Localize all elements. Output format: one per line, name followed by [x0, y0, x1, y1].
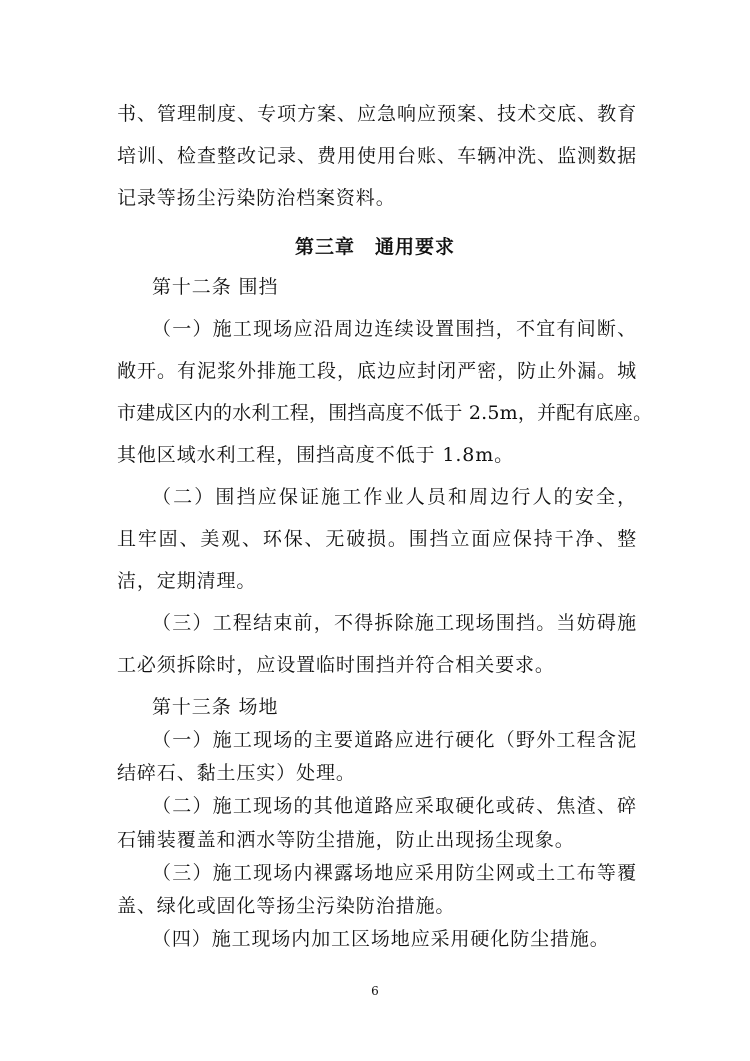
body-line: （一）施工现场应沿周边连续设置围挡，不宜有间断、 [152, 318, 637, 340]
body-line: 培训、检查整改记录、费用使用台账、车辆冲洗、监测数据 [117, 145, 637, 167]
body-line: 记录等扬尘污染防治档案资料。 [117, 187, 396, 209]
body-line: （三）工程结束前，不得拆除施工现场围挡。当妨碍施 [152, 612, 637, 634]
article-title: 第十三条 场地 [152, 696, 279, 718]
body-line: 结碎石、黏土压实）处理。 [117, 762, 356, 784]
body-line: 敞开。有泥浆外排施工段，底边应封闭严密，防止外漏。城 [117, 360, 637, 382]
article-title: 第十二条 围挡 [152, 276, 279, 298]
body-line: 书、管理制度、专项方案、应急响应预案、技术交底、教育 [117, 103, 637, 125]
body-line: （一）施工现场的主要道路应进行硬化（野外工程含泥 [152, 729, 637, 751]
body-line: 盖、绿化或固化等扬尘污染防治措施。 [117, 895, 456, 917]
body-line: （二）围挡应保证施工作业人员和周边行人的安全， [152, 486, 637, 508]
page-number: 6 [371, 984, 379, 998]
chapter-title: 第三章 通用要求 [294, 236, 455, 258]
body-line: 工必须拆除时，应设置临时围挡并符合相关要求。 [117, 654, 555, 676]
body-line: 市建成区内的水利工程，围挡高度不低于 2.5m，并配有底座。 [117, 402, 653, 424]
body-line: 且牢固、美观、环保、无破损。围挡立面应保持干净、整 [117, 528, 637, 550]
body-line: （三）施工现场内裸露场地应采用防尘网或土工布等覆 [152, 862, 637, 884]
body-line: 石铺装覆盖和洒水等防尘措施，防止出现扬尘现象。 [117, 829, 575, 851]
body-line: （四）施工现场内加工区场地应采用硬化防尘措施。 [152, 928, 610, 950]
body-line: 洁，定期清理。 [117, 570, 257, 592]
body-line: 其他区域水利工程，围挡高度不低于 1.8m。 [117, 444, 515, 466]
body-line: （二）施工现场的其他道路应采取硬化或砖、焦渣、碎 [152, 795, 637, 817]
